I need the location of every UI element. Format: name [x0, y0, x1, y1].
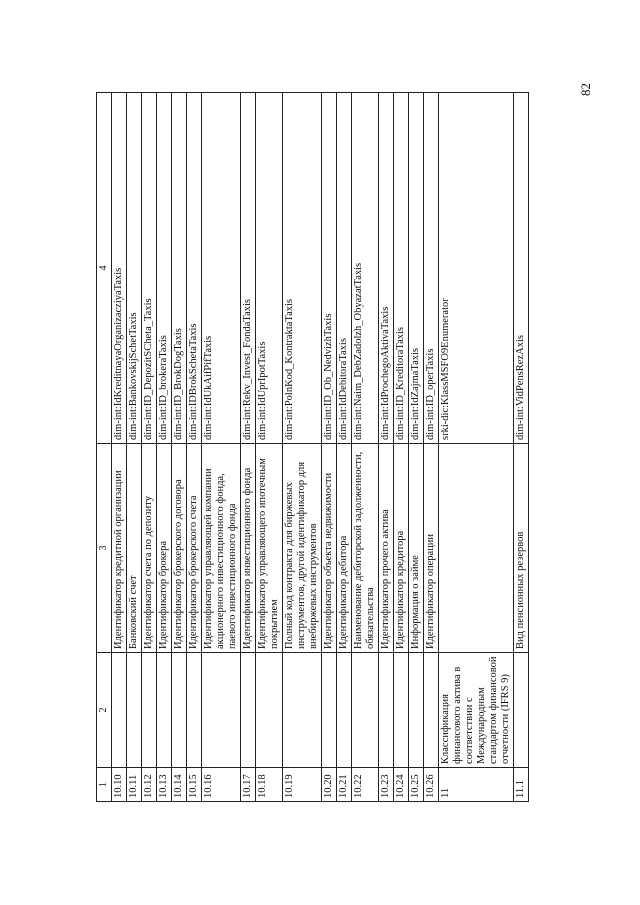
- attribute-cell: Идентификатор брокера: [157, 444, 172, 653]
- attribute-cell: Идентификатор брокерского договора: [172, 444, 187, 653]
- indicator-name-cell: Классификация финансового актива в соответствии с Международным стандартом финансовой отчетности (IFRS 9): [439, 653, 514, 768]
- code-cell: dim-int:IdProchegoAktivaTaxis: [379, 93, 394, 444]
- row-number-cell: 10.10: [112, 768, 127, 802]
- attribute-cell: Идентификатор управляющего ипотечным покрытием: [256, 444, 283, 653]
- table-row: [514, 93, 529, 802]
- header-cell: 2: [97, 653, 112, 768]
- table-row: [241, 93, 256, 802]
- indicator-name-cell: [127, 653, 142, 768]
- table-row: [142, 93, 157, 802]
- code-cell: dim-int:IdZajmaTaxis: [409, 93, 424, 444]
- attribute-cell: Идентификатор инвестиционного фонда: [241, 444, 256, 653]
- code-cell: dim-int:Naim_DebZadolzh_ObyazatTaxis: [352, 93, 379, 444]
- code-cell: dim-int:BankovskijSchetTaxis: [127, 93, 142, 444]
- code-cell: dim-int:ID_Ob_NedvizhTaxis: [322, 93, 337, 444]
- row-number-cell: 10.13: [157, 768, 172, 802]
- row-number-cell: 10.16: [202, 768, 241, 802]
- code-cell: dim-int:Rekv_Invest_FondaTaxis: [241, 93, 256, 444]
- attribute-cell: Идентификатор кредитора: [394, 444, 409, 653]
- indicator-name-cell: [352, 653, 379, 768]
- table-row: [283, 93, 322, 802]
- attribute-cell: Идентификатор брокерского счета: [187, 444, 202, 653]
- row-number-cell: 10.18: [256, 768, 283, 802]
- table-row: [352, 93, 379, 802]
- code-cell: dim-int:IDBrokSchetaTaxis: [187, 93, 202, 444]
- header-cell: 4: [97, 93, 112, 444]
- table-row: [337, 93, 352, 802]
- code-cell: dim-int:ID_operTaxis: [424, 93, 439, 444]
- table-row: [187, 93, 202, 802]
- row-number-cell: 10.26: [424, 768, 439, 802]
- row-number-cell: 10.22: [352, 768, 379, 802]
- row-number-cell: 10.15: [187, 768, 202, 802]
- indicator-name-cell: [112, 653, 127, 768]
- attribute-cell: Идентификатор кредитной организации: [112, 444, 127, 653]
- code-cell: dim-int:ID_DepozitSCheta_Taxis: [142, 93, 157, 444]
- attribute-cell: Информация о займе: [409, 444, 424, 653]
- indicator-name-cell: [514, 653, 529, 768]
- attribute-cell: Идентификатор операции: [424, 444, 439, 653]
- row-number-cell: 10.24: [394, 768, 409, 802]
- attribute-cell: Идентификатор счета по депозиту: [142, 444, 157, 653]
- code-cell: srki-dic:KlassMSFO9Enumerator: [439, 93, 514, 444]
- data-table: [96, 92, 529, 802]
- indicator-name-cell: [241, 653, 256, 768]
- table-row: [157, 93, 172, 802]
- indicator-name-cell: [187, 653, 202, 768]
- header-cell: 1: [97, 768, 112, 802]
- row-number-cell: 10.19: [283, 768, 322, 802]
- row-number-cell: 11: [439, 768, 514, 802]
- table-row: [439, 93, 514, 802]
- page-number: 82: [578, 83, 593, 96]
- table-row: [256, 93, 283, 802]
- code-cell: dim-int:IdDebitoraTaxis: [337, 93, 352, 444]
- table-row: [409, 93, 424, 802]
- row-number-cell: 11.1: [514, 768, 529, 802]
- indicator-name-cell: [172, 653, 187, 768]
- row-number-cell: 10.12: [142, 768, 157, 802]
- row-number-cell: 10.23: [379, 768, 394, 802]
- indicator-name-cell: [409, 653, 424, 768]
- indicator-name-cell: [157, 653, 172, 768]
- code-cell: dim-int:IdUprIpotTaxis: [256, 93, 283, 444]
- row-number-cell: 10.20: [322, 768, 337, 802]
- attribute-cell: Полный код контракта для биржевых инструментов, другой идентификатор для внебиржевых инструментов: [283, 444, 322, 653]
- table-row: [379, 93, 394, 802]
- indicator-name-cell: [337, 653, 352, 768]
- code-cell: dim-int:ID_KreditoraTaxis: [394, 93, 409, 444]
- code-cell: dim-int:IdKreditnayaOrganizacziyaTaxis: [112, 93, 127, 444]
- indicator-name-cell: [142, 653, 157, 768]
- code-cell: dim-int:PolnKod_KontraktaTaxis: [283, 93, 322, 444]
- table-row: [202, 93, 241, 802]
- indicator-name-cell: [256, 653, 283, 768]
- table-row: [394, 93, 409, 802]
- table-row: [112, 93, 127, 802]
- attribute-cell: Идентификатор управляющей компании акционерного инвестиционного фонда, паевого инвестиционного фонда: [202, 444, 241, 653]
- attribute-cell: Вид пенсионных резервов: [514, 444, 529, 653]
- indicator-name-cell: [322, 653, 337, 768]
- attribute-cell: Идентификатор объекта недвижимости: [322, 444, 337, 653]
- row-number-cell: 10.25: [409, 768, 424, 802]
- indicator-name-cell: [379, 653, 394, 768]
- attribute-cell: Наименование дебиторской задолженности, обязательства: [352, 444, 379, 653]
- table-row: [424, 93, 439, 802]
- attribute-cell: Идентификатор прочего актива: [379, 444, 394, 653]
- code-cell: dim-int:VidPensRezAxis: [514, 93, 529, 444]
- indicator-name-cell: [394, 653, 409, 768]
- attribute-cell: Идентификатор дебитора: [337, 444, 352, 653]
- table-header-row: [97, 93, 112, 802]
- attribute-cell: Банковский счет: [127, 444, 142, 653]
- row-number-cell: 10.14: [172, 768, 187, 802]
- row-number-cell: 10.17: [241, 768, 256, 802]
- code-cell: dim-int:ID_brokeraTaxis: [157, 93, 172, 444]
- table-row: [172, 93, 187, 802]
- table-row: [127, 93, 142, 802]
- header-cell: 3: [97, 444, 112, 653]
- row-number-cell: 10.21: [337, 768, 352, 802]
- indicator-name-cell: [202, 653, 241, 768]
- code-cell: dim-int:IdUkAifPifTaxis: [202, 93, 241, 444]
- code-cell: dim-int:ID_BrokDogTaxis: [172, 93, 187, 444]
- attribute-cell: [439, 444, 514, 653]
- table-row: [322, 93, 337, 802]
- indicator-name-cell: [283, 653, 322, 768]
- row-number-cell: 10.11: [127, 768, 142, 802]
- indicator-name-cell: [424, 653, 439, 768]
